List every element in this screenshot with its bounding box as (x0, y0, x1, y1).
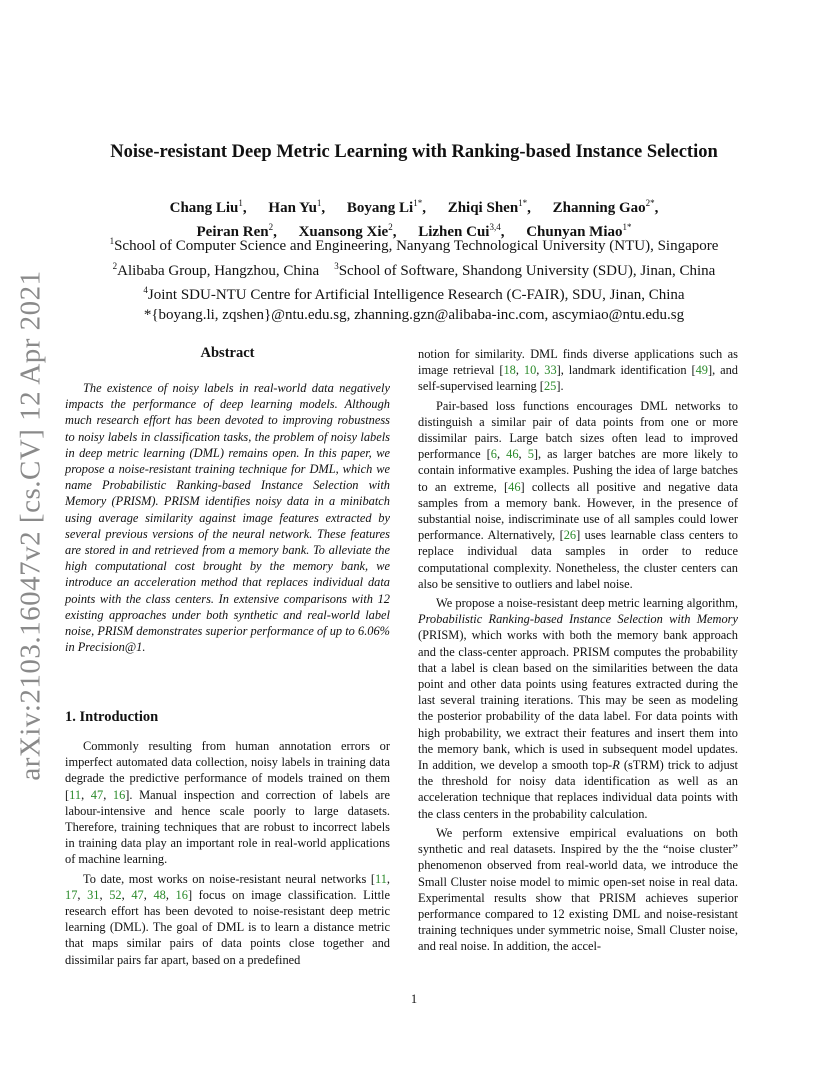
abstract-heading: Abstract (200, 345, 255, 361)
citation-link[interactable]: 11 (69, 787, 82, 802)
intro-paragraph-4: We propose a noise-resistant deep metric learning algorithm, Probabilistic Ranking-based Instance Selection with Memory (PRISM), which works with both the memory bank approach and the class-center approach. PRISM computes the probability that a label is clean based on the similarities between the data point and other data points using features extracted during the last several training iterations. This may be seen as modeling the posterior probability of the data label. For data points with high probability, we extract their features and insert them into the memory bank, which is used in subsequent model updates. In addition, we develop a smooth top-R (sTRM) trick to adjust the threshold for noisy data identification as well as an acceleration technique that replaces individual data points with the class centers in the probability calculation. (418, 596, 738, 821)
citation-link[interactable]: 46 (506, 447, 519, 462)
citation-link[interactable]: 52 (109, 887, 122, 902)
citation-link[interactable]: 46 (508, 479, 521, 494)
citation-link[interactable]: 16 (175, 887, 188, 902)
author-line-1 (60, 194, 768, 218)
citation-link[interactable]: 48 (153, 887, 166, 902)
author: Lizhen Cui$^{3,4}$, (418, 222, 505, 240)
citation-link[interactable]: 17 (65, 887, 78, 902)
affiliation-1: $^1$School of Computer Science and Engineering, Nanyang Technological University (NTU), Singapore (109, 236, 719, 254)
intro-paragraph-5: We perform extensive empirical evaluations on both synthetic and real datasets. Inspired by the the “noise cluster” phenomenon observed from real-world data, we introduce the Small Cluster noise model to mimic open-set noise in real data. Experimental results show that PRISM achieves superior performance compared to 12 existing DML and noise-resistant training techniques under symmetric noise, Small Cluster noise, and real noise. In addition, the accel- (418, 825, 738, 954)
author: Han Yu$^1$, (268, 198, 326, 216)
intro-paragraph-continued: notion for similarity. DML finds diverse applications such as image retrieval [18, 10, 33], landmark identification [49], and self-supervised learning [25]. (418, 347, 738, 394)
author: Xuansong Xie$^2$, (298, 222, 397, 240)
author: Zhanning Gao$^{2*}$, (552, 198, 659, 216)
citation-link[interactable]: 25 (543, 379, 557, 394)
paper-title: Noise-resistant Deep Metric Learning with Ranking-based Instance Selection (110, 142, 718, 162)
citation-link[interactable]: 18 (503, 363, 516, 378)
author: Peiran Ren$^2$, (196, 222, 277, 240)
citation-link[interactable]: 49 (695, 363, 708, 378)
citation-link[interactable]: 47 (131, 887, 144, 902)
citation-link[interactable]: 10 (523, 363, 537, 378)
intro-paragraph-3: Pair-based loss functions encourages DML networks to distinguish a similar pair of data points from one or more dissimilar pairs. Large batch sizes often lead to improved performance [6, 46, 5], as larger batches are more likely to contain informative examples. Pushing the idea of large batches to an extreme, [46] collects all positive and negative data samples from a memory bank. However, in the presence of substantial noise, indiscriminate use of all samples could lower performance. Alternatively, [26] uses learnable class centers to replace individual data samples in order to reduce computational complexity. Nonetheless, the cluster centers can also be sensitive to outliers and label noise. (418, 398, 739, 591)
arxiv-watermark (8, 269, 54, 781)
citation-link[interactable]: 47 (90, 787, 104, 802)
intro-paragraph-2: To date, most works on noise-resistant neural networks [11, 17, 31, 52, 47, 48, 16] focus on image classification. Little research effort has been devoted to noise-resistant deep metric learning (DML). The goal of DML is to learn a distance metric that maps similar pairs of data points close together and dissimilar pairs far apart, based on a predefined (65, 871, 390, 967)
citation-link[interactable]: 33 (544, 363, 557, 378)
citation-link[interactable]: 26 (563, 528, 577, 543)
abstract-paragraph: The existence of noisy labels in real-world data negatively impacts the performance of deep learning models. Although much research effort has been devoted to improving robustness to noisy labels in classification tasks, the problem of noisy labels in deep metric learning (DML) remains open. In this paper, we propose a noise-resistant training technique for DML, which we name Probabilistic Ranking-based Instance Selection with Memory (PRISM). PRISM identifies noisy data in a minibatch using average similarity against image features extracted by several previous versions of the neural network. These features are stored in and retrieved from a memory bank. To alleviate the high computational cost brought by the memory bank, we introduce an acceleration method that replaces individual data points with the class centers. In extensive comparisons with 12 existing approaches under both synthetic and real-world label noise, PRISM demonstrates superior performance of up to 6.06% in Precision@1. (65, 381, 390, 655)
author: Chang Liu$^1$, (169, 198, 247, 216)
page-number: 1 (410, 992, 418, 1006)
author-emails: *{boyang.li, zqshen}@ntu.edu.sg, zhanning.gzn@alibaba-inc.com, ascymiao@ntu.edu.sg (143, 306, 685, 323)
citation-link[interactable]: 16 (112, 787, 126, 802)
affiliations (50, 232, 778, 325)
citation-link[interactable]: 5 (527, 447, 534, 462)
citation-link[interactable]: 31 (87, 887, 100, 902)
introduction-heading: 1. Introduction (65, 709, 159, 725)
abstract-text (65, 380, 390, 658)
affiliation-2-3: $^2$Alibaba Group, Hangzhou, China $^3$School of Software, Shandong University (SDU), Jinan, China (112, 260, 716, 279)
author: Zhiqi Shen$^{1*}$, (447, 198, 531, 216)
author: Boyang $Li^{1*}$, (346, 198, 426, 216)
introduction-right-column (418, 346, 738, 958)
introduction-left-column (65, 738, 390, 971)
affiliation-4: $^4$Joint SDU-NTU Centre for Artificial Intelligence Research (C-FAIR), SDU, Jinan, China (143, 285, 685, 303)
citation-link[interactable]: 6 (490, 447, 497, 462)
arxiv-watermark-text: arXiv:2103.16047v2 [cs.CV] 12 Apr 2021 (14, 269, 47, 781)
author: Chunyan Miao$^{1*}$ (526, 222, 632, 240)
intro-paragraph-1: Commonly resulting from human annotation errors or imperfect automated data collection, noisy labels in training data degrade the predictive performance of models trained on them [11, 47, 16]. Manual inspection and correction of labels are labour-intensive and hence scale poorly to large datasets. Therefore, training techniques that are robust to incorrect labels in training data play an important role in real-world applications of machine learning. (65, 739, 391, 867)
citation-link[interactable]: 11 (374, 871, 387, 886)
